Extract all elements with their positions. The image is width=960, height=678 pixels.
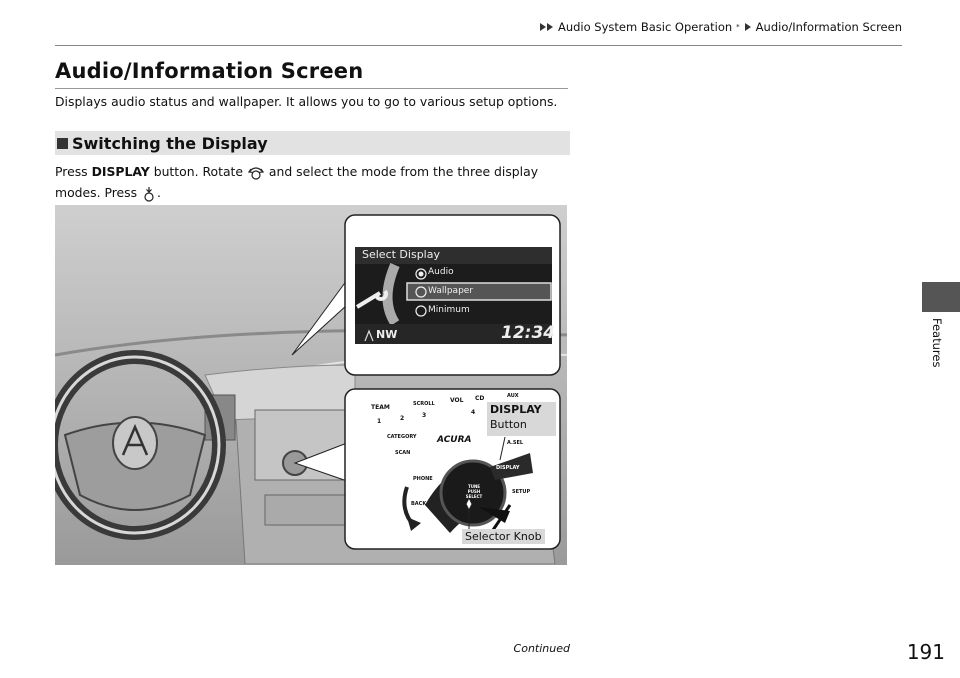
panel-team-button[interactable]: TEAM bbox=[371, 404, 390, 411]
instr-line2: modes. Press bbox=[55, 185, 138, 200]
press-knob-icon bbox=[141, 186, 157, 202]
panel-selector-knob[interactable]: TUNE PUSH SELECT bbox=[465, 484, 483, 499]
panel-preset-4[interactable]: 4 bbox=[471, 409, 476, 416]
instr-period: . bbox=[157, 185, 161, 200]
panel-vol-knob[interactable]: VOL bbox=[450, 397, 464, 404]
continued-note: Continued bbox=[513, 642, 570, 655]
panel-cd-button[interactable]: CD bbox=[475, 395, 485, 402]
rotate-knob-icon bbox=[247, 165, 265, 181]
panel-preset-2[interactable]: 2 bbox=[400, 415, 405, 422]
panel-scroll-button[interactable]: SCROLL bbox=[413, 401, 435, 407]
dashboard-drawing bbox=[55, 205, 567, 564]
screen-compass: NW bbox=[376, 328, 398, 341]
section-square-icon bbox=[57, 138, 68, 149]
instr-press: Press bbox=[55, 164, 88, 179]
callout-display-line1: DISPLAY bbox=[490, 403, 542, 416]
screen-option-wallpaper[interactable]: Wallpaper bbox=[428, 286, 474, 296]
screen-option-audio[interactable]: Audio bbox=[428, 267, 454, 277]
panel-preset-3[interactable]: 3 bbox=[422, 412, 427, 419]
footnote-marker: * bbox=[736, 23, 740, 31]
panel-scan-button[interactable]: SCAN bbox=[395, 450, 411, 456]
breadcrumb-item-basic-operation[interactable]: Audio System Basic Operation bbox=[557, 20, 733, 34]
instr-display-button-name: DISPLAY bbox=[91, 164, 150, 179]
panel-preset-1[interactable]: 1 bbox=[377, 418, 382, 425]
panel-aux-button[interactable]: AUX bbox=[507, 393, 519, 399]
instr-rotate: button. Rotate bbox=[153, 164, 244, 179]
instruction-text bbox=[55, 161, 570, 203]
display-button-callout bbox=[487, 402, 556, 436]
title-divider bbox=[55, 88, 568, 89]
panel-category-button[interactable]: CATEGORY bbox=[387, 434, 417, 440]
section-header bbox=[55, 131, 570, 155]
header-divider bbox=[55, 45, 902, 46]
panel-setup-button[interactable]: SETUP bbox=[512, 489, 531, 495]
breadcrumb bbox=[540, 20, 902, 34]
breadcrumb-item-audio-screen[interactable]: Audio/Information Screen bbox=[755, 20, 902, 34]
screen-option-minimum[interactable]: Minimum bbox=[428, 305, 470, 315]
screen-header: Select Display bbox=[362, 248, 440, 261]
chapter-tab[interactable] bbox=[922, 282, 960, 312]
panel-back-button[interactable]: BACK bbox=[411, 501, 427, 507]
panel-display-button[interactable]: DISPLAY bbox=[496, 465, 520, 471]
brand-logo-text: ACURA bbox=[437, 435, 472, 445]
intro-text: Displays audio status and wallpaper. It allows you to go to various setup options. bbox=[55, 94, 558, 109]
callout-display-line2: Button bbox=[490, 418, 527, 431]
chapter-label: Features bbox=[930, 318, 944, 368]
breadcrumb-arrow-icon bbox=[540, 23, 553, 31]
breadcrumb-arrow-icon bbox=[745, 23, 751, 31]
dashboard-illustration bbox=[55, 205, 567, 565]
page-number: 191 bbox=[906, 640, 945, 664]
selector-knob-callout: Selector Knob bbox=[462, 529, 545, 544]
instr-select-mode: and select the mode from the three display bbox=[268, 164, 539, 179]
page-title: Audio/Information Screen bbox=[55, 59, 364, 83]
screen-clock: 12:34 bbox=[501, 323, 556, 343]
panel-asel-button[interactable]: A.SEL bbox=[507, 440, 524, 446]
section-title: Switching the Display bbox=[72, 133, 268, 153]
panel-phone-button[interactable]: PHONE bbox=[413, 476, 433, 482]
